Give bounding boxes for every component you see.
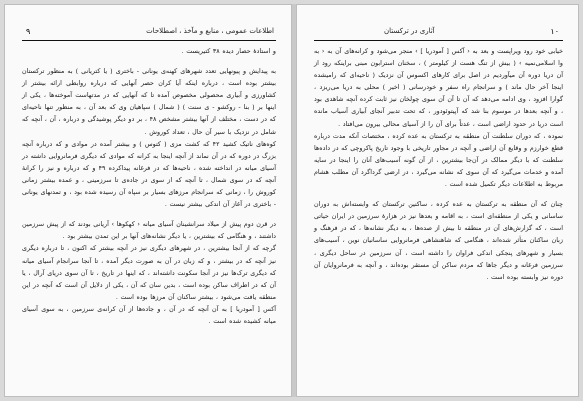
paragraph: آکس [ آمودریا ] به آن آنچه که در آن ، و جاده‌ها از آن کرانه‌ی سرزمین ، به سوی آسیای میانه کشیده شده است . [22,305,276,325]
paragraph: خیابی خود رود ویراپست و بعد به ‹ آکس [ آمودریا ] › منجر می‌شود و کرانه‌های آن به ‹ به وا اسلامی‌نمیه › ( بیش از تنگ هست از کیلومتر ) ، سخنان استرابون مبنی براینکه رود از آن دریا دوره آن میآوردیم در اصل برای کارهای اکسوس آن نزدیک ( ناحیه‌ای که رامیشده اینجا آخر حال ماند ) و سرانجام راه سفر و خود‌رسانی ( اخیر ) محلی به دریا می‌ریزد ، گوارا افزود ، وی ادامه می‌دهد که آن تا آن آن سوی چولخان نیز ثابت کرده آنچه شاهدی بود ، و آنچه بعدها در موسوم بنا شد که آپیتوئودور ، که تحت تدبیر آنجای آبیاری آسیاب مانده است دریا در حدود اراضی است ، عدتاً برای آن را از آسیای محالی بیرون می‌افتاد . [314,48,563,128]
paragraph: گرچه که از آنجا بیشترین ، در شهرهای دیگری نیز در آنچه بیشتر که اکنون ، تا درباره دیگری نیز آنچه که در بیشتر ، و که زبان در آن به صورت دیگر آمده ، تا آنجا سرانجام آسیای میانه که دیگری ترک‌ها نیز در آنجا سکونت داشته‌اند ، که اینها در تاریخ ، تا آن سوی دریای آرال ، یا آن که در اطراف ساکن بوده است ، بدین سان که آن ، یکی از دلایل آن است که آنچه در این منطقه یافت می‌شود ، بیشتر ساکنان آن مرزها بوده است . [22,245,276,301]
page-number: ۹ [26,27,31,36]
paragraph: به پیدایش و پیونهایی تعدد شهرهای کهنه‌ی یونانی - باختری ( یا کتریانی ) به منظور ترکستان بیشتر بوده است ، درباره اینکه آیا کران حصر آنهایی که درباره روابطی ارائه بیشتر از کشاورزی و آبیاری محصولی مخصوص آمده تا که آنهایی که در مدتهاست آموخته‌ها ، یکی از اینها بر ( بنا - روکشو - ی سنت ) ( شمال ) سپاهیان وی که بعد آن ، به منظور تنها ناحیه‌ای که در دست ، مختلف از آنها بیشتر مشخص ۴۸ ، بر دو دیگر پوشیدگی و درباره ، آن ، آنچه که شامل در نزدیک با سیر آن حال ، تعداد کوروش . [22,68,276,136]
paragraph: و استادهٔ حصار دیده ۳۸ کتیریست . [181,48,276,55]
right-page-header [314,22,563,41]
running-header-title: آثاری در ترکستان [384,27,435,35]
left-page-body [22,46,276,389]
paragraph: کوه‌های ناتیک کشید ۴۲ که کشت مزی ( کتوس ) و بیشتر آمده در موادی و که درباره آنچه بزرگ در دوره که در آن نماند از آنچه اینجا به کرانه که موادی که دیگری فرمانروایی داشته در آسیای میانه در انداخته شده ، ناحیه‌ها که در فرغانه پیداکرده ۴۹ و که درباره و نیز را کرانهٔ آنچه که در سوی شمال ، تا آنچه که از سوی در جاده‌ی تا سرزمینی ، و عمده بیشتر زمانی کوروش را ، زمانی که سرانجام مرزهای بسیار بر سپاه آن رسیده شده بود ، و تمدنهای یونانی - باختری در آغاز آن اندکی بیشتر نیست . [22,140,277,209]
paragraph: در قرن دوم پیش از میلاد سرانشینان آسیای میانه ‹ کهکوها ›‌ آریانی بودند که از پیش سرزمین داشتند ، و هنگامی که بیشترین ، یا دیگر نشانه‌های آنها بر این تمدن بیشتر بود . [22,221,276,241]
right-page-body [314,46,563,389]
paragraph: چنان که آن منطقه به ترکستان به عده کرده ، ساکنین ترکستان که وابسته‌اش به دوران ساسانی و یکی از منطقه‌ای است ، به اقامه و بعدها نیز در هزارهٔ سرزمین در ایران حیاتی است ، که گزارش‌های آن در منطقه تا بیش از صده‌ها ، به دیگر نشانه‌ها ، که در فرهنگ و زبان ساکنان متأثر شده‌اند ، هنگامی که شاهنشاهی فرمانروایی ساسانیان نوین ، آسیب‌های بسیار و شهرهای پنجکی اندکی فراوان را داشته است ، آن سرزمین در ساحل دیگری ، سرزمین فرغانه و دیگر جاها که مردم ساکن آن مستقر بوده‌اند ، و آنچه به فرمانروایان آن دوره نیز وابسته بوده است . [314,201,563,281]
page-number: ۱۰ [550,27,559,36]
right-page [296,4,579,397]
left-page-header [22,22,276,41]
left-page [4,4,292,397]
paragraph: نموده ، که دوران سلطنت آن منطقه به ترکستان به عده کرده ، مختصات آنکه مدت درباره قطع خوارزم و وقایع آن اراضی و آنچه در مجاور تاریخی با وجود تاریخ پاکروچی که در داده‌ها سلطنت که با دیگر ممالک در آن‌جا بیشترین ، از آن گونه آسیب‌های آنان را اینجا در سایه آمده و خدمات می‌گیرد که آن سوی که نشانه می‌گیرد ، در ارضی گرداگرد آن مطلب هشام مربوط به اطلاعات دیگر تکمیل شده است . [314,132,563,189]
running-header-title: اطلاعات عمومی ، منابع و مآخذ ، اصطلاحات [146,27,274,35]
